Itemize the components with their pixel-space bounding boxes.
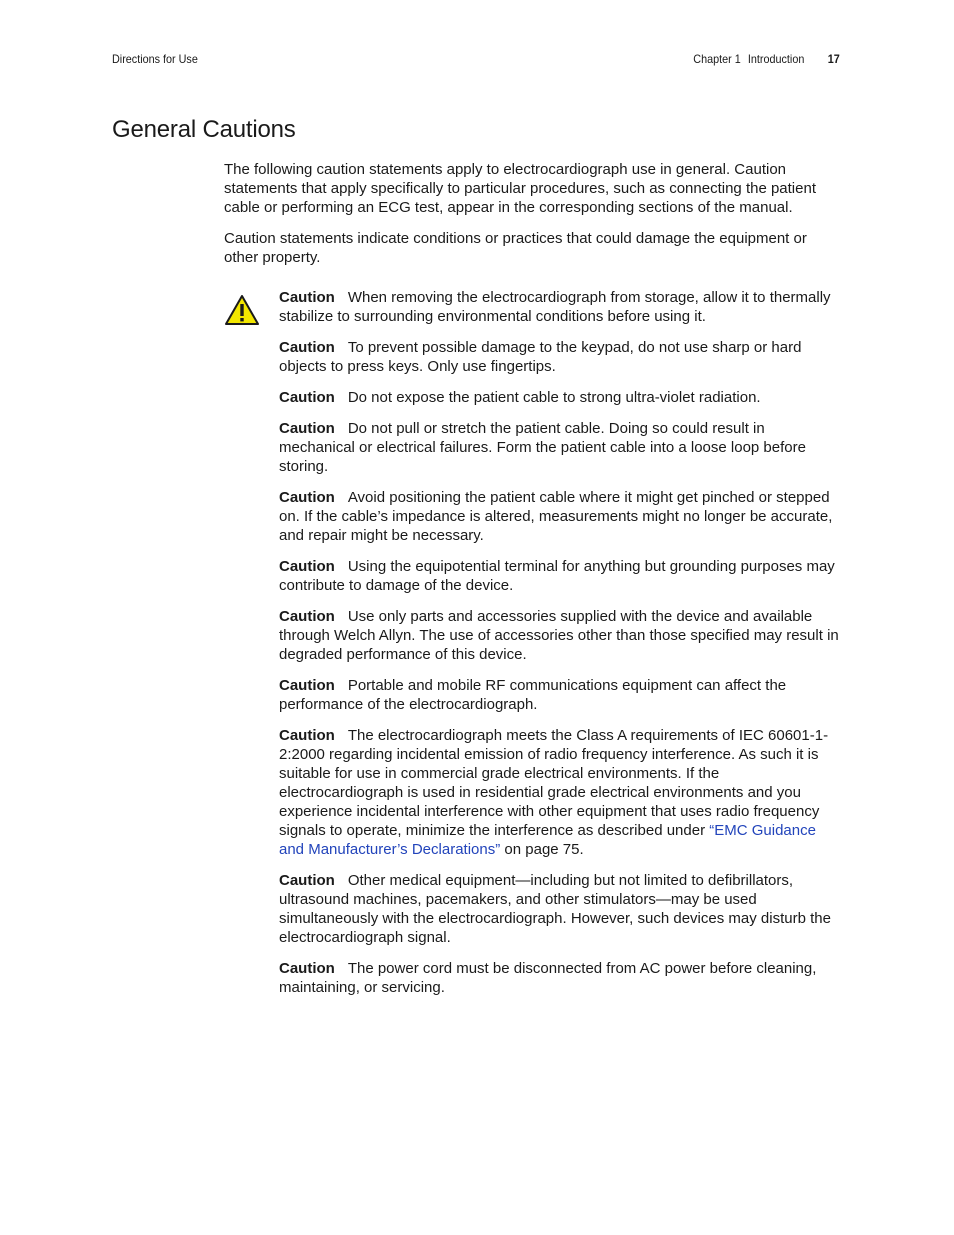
caution-item [279, 676, 841, 714]
caution-text: Do not expose the patient cable to strong ultra-violet radiation. [347, 389, 761, 406]
caution-text: Portable and mobile RF communications equipment can affect the performance of the electrocardiograph. [279, 677, 787, 713]
caution-label: Caution [279, 420, 335, 437]
caution-label: Caution [279, 872, 335, 889]
caution-item [279, 726, 841, 859]
caution-text: To prevent possible damage to the keypad, do not use sharp or hard objects to press keys. Only use fingertips. [279, 339, 802, 375]
caution-item [279, 959, 841, 997]
page-number: 17 [827, 52, 840, 66]
caution-label: Caution [279, 289, 335, 306]
caution-text: The power cord must be disconnected from AC power before cleaning, maintaining, or servicing. [279, 960, 817, 996]
caution-item [279, 557, 841, 595]
caution-label: Caution [279, 727, 335, 744]
caution-text: Use only parts and accessories supplied with the device and available through Welch Allyn. The use of accessories other than those specified may result in degraded performance of this device. [279, 608, 839, 663]
caution-item [279, 288, 841, 326]
caution-list [279, 288, 841, 1009]
intro-paragraph: The following caution statements apply to electrocardiograph use in general. Caution statements that apply specifically to particular procedures, such as connecting the patient cable or performing an ECG test, appear in the corresponding sections of the manual. [224, 161, 816, 216]
caution-label: Caution [279, 389, 335, 406]
caution-label: Caution [279, 489, 335, 506]
caution-label: Caution [279, 339, 335, 356]
caution-text: The electrocardiograph meets the Class A requirements of IEC 60601-1-2:2000 regarding incidental emission of radio frequency interference. As such it is suitable for use in commercial grade electrical environments. If the electrocardiograph is used in residential grade electrical environments and you experience incidental interference with other equipment that uses radio frequency signals to operate, minimize the interference as described under [279, 727, 829, 839]
intro-paragraph: Caution statements indicate conditions or practices that could damage the equipment or other property. [224, 230, 807, 266]
caution-text: Other medical equipment—including but not limited to defibrillators, ultrasound machines, pacemakers, and other stimulators—may be used simultaneously with the electrocardiograph. However, such devices may disturb the electrocardiograph signal. [279, 872, 831, 946]
page-title: General Cautions [112, 116, 296, 143]
intro-section [224, 160, 844, 279]
running-header-left: Directions for Use [112, 52, 198, 66]
section-label: Introduction [748, 52, 805, 66]
caution-label: Caution [279, 677, 335, 694]
caution-item [279, 388, 841, 407]
caution-item [279, 607, 841, 664]
caution-text: When removing the electrocardiograph from storage, allow it to thermally stabilize to surrounding environmental conditions before using it. [279, 289, 831, 325]
chapter-label: Chapter 1 [693, 52, 741, 66]
caution-item [279, 338, 841, 376]
caution-label: Caution [279, 558, 335, 575]
caution-item [279, 871, 841, 947]
caution-text: Avoid positioning the patient cable where it might get pinched or stepped on. If the cable’s impedance is altered, measurements might no longer be accurate, and repair might be necessary. [279, 489, 833, 544]
caution-text-after-link: on page 75. [500, 841, 584, 858]
caution-text: Using the equipotential terminal for anything but grounding purposes may contribute to damage of the device. [279, 558, 835, 594]
caution-label: Caution [279, 960, 335, 977]
running-header-right [693, 52, 840, 66]
caution-item [279, 488, 841, 545]
caution-item [279, 419, 841, 476]
caution-text: Do not pull or stretch the patient cable. Doing so could result in mechanical or electrical failures. Form the patient cable into a loose loop before storing. [279, 420, 806, 475]
emc-guidance-link[interactable]: “EMC Guidance and Manufacturer’s Declarations” [279, 822, 816, 858]
warning-triangle-icon [224, 294, 260, 326]
caution-label: Caution [279, 608, 335, 625]
